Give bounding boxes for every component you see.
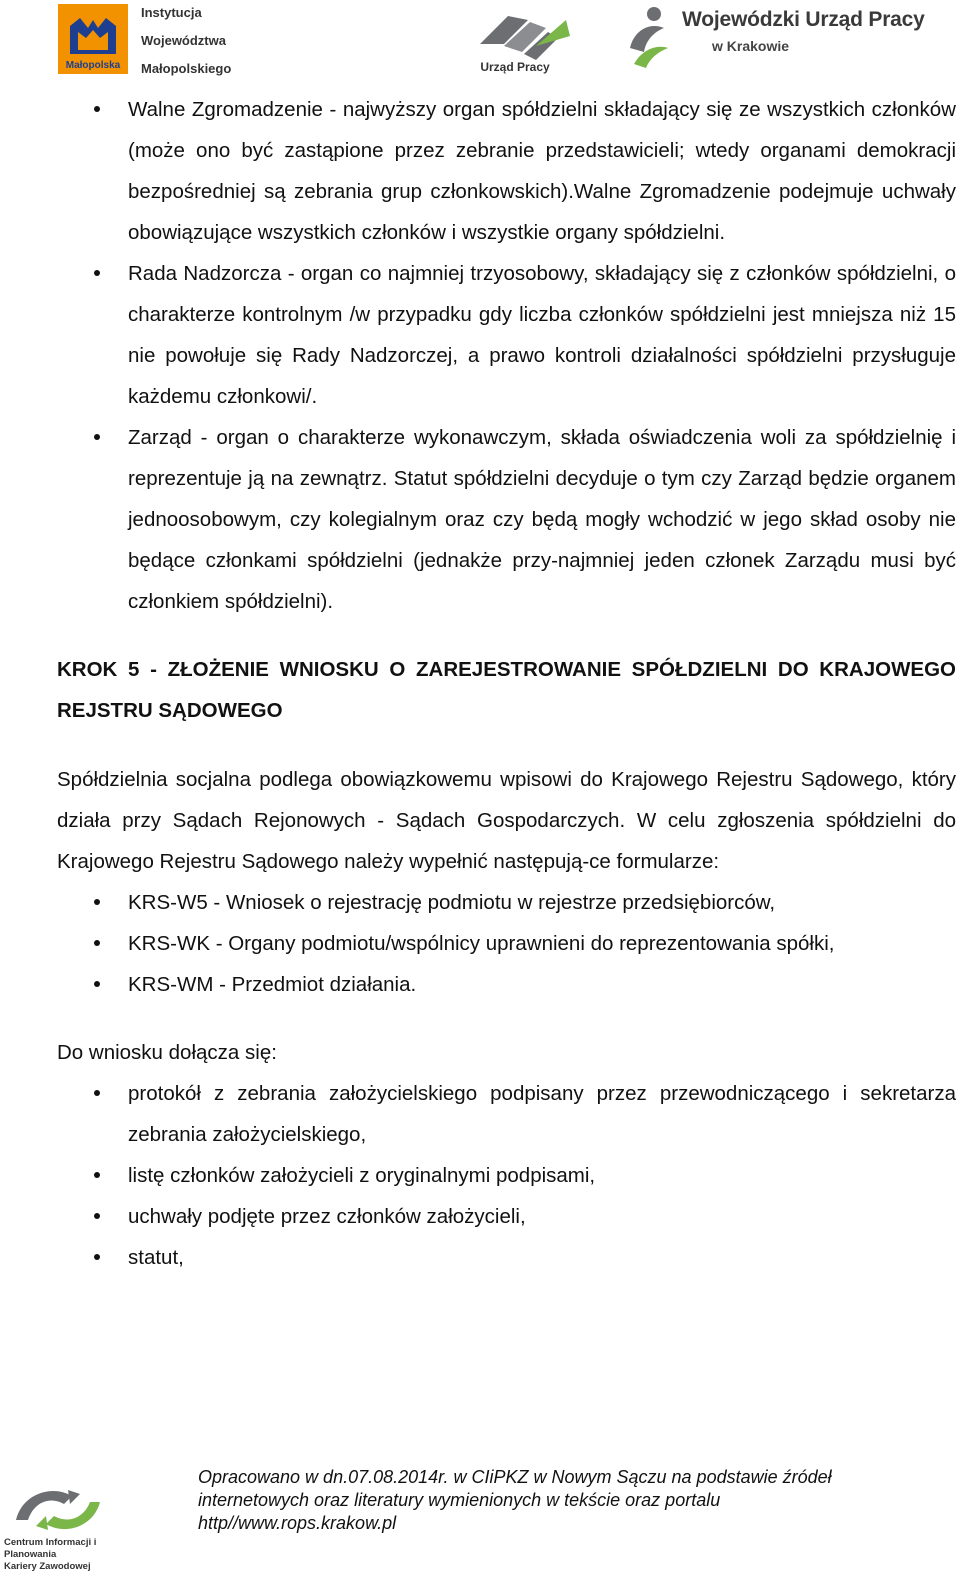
wup-title: Wojewódzki Urząd Pracy: [682, 8, 925, 31]
page-header: [0, 0, 960, 84]
cipkz-caption-line-2: Kariery Zawodowej: [4, 1561, 91, 1572]
wup-subtitle: w Krakowie: [712, 38, 790, 54]
section-heading: KROK 5 - ZŁOŻENIE WNIOSKU O ZAREJESTROWANIE SPÓŁDZIELNI DO KRAJOWEGO REJSTRU SĄDOWEGO: [57, 658, 956, 722]
footer-note-link[interactable]: http//www.rops.krakow.pl: [198, 1513, 397, 1533]
wup-figure-icon: [624, 4, 674, 74]
footer-note-line-2: internetowych oraz literatury wymienionych w tekście oraz portalu: [198, 1490, 721, 1510]
list-item: protokół z zebrania założycielskiego podpisany przez przewodniczącego i sekretarza zebrania założycielskiego,: [57, 1073, 956, 1155]
list-item: KRS-W5 - Wniosek o rejestrację podmiotu w rejestrze przedsiębiorców,: [57, 882, 956, 923]
footer-note: [198, 1466, 918, 1535]
list-item: statut,: [57, 1237, 956, 1278]
list-item: KRS-WK - Organy podmiotu/wspólnicy uprawnieni do reprezentowania spółki,: [57, 923, 956, 964]
svg-text:Małopolska: Małopolska: [65, 60, 121, 71]
malopolska-line-2: Województwa: [141, 33, 226, 48]
list-item: uchwały podjęte przez członków założycieli,: [57, 1196, 956, 1237]
list-item: Rada Nadzorcza - organ co najmniej trzyosobowy, składający się z członków spółdzielni, o charakterze kontrolnym /w przypadku gdy liczba członków spółdzielni jest mniejsza niż 15 nie powołuje się Rady Nadzorczej, a prawo kontroli działalności spółdzielni przysługuje każdemu członkowi/.: [57, 253, 956, 417]
list-item: Walne Zgromadzenie - najwyższy organ spółdzielni składający się ze wszystkich członków (może ono być zastąpione przez zebranie przedstawicieli; wtedy organami demokracji bezpośredniej są zebrania grup członkowskich).Walne Zgromadzenie podejmuje uchwały obowiązujące wszystkich członków i wszystkie organy spółdzielni.: [57, 89, 956, 253]
attachments-list: [57, 1073, 956, 1278]
malopolska-line-1: Instytucja: [141, 5, 202, 20]
attachments-intro: Do wniosku dołącza się:: [57, 1041, 277, 1064]
cipkz-logo-icon: [8, 1480, 108, 1538]
list-item: listę członków założycieli z oryginalnymi podpisami,: [57, 1155, 956, 1196]
document-body: [57, 89, 956, 1278]
list-item: Zarząd - organ o charakterze wykonawczym, składa oświadczenia woli za spółdzielnię i reprezentuje ją na zewnątrz. Statut spółdzielni decyduje o tym czy Zarząd będzie organem jednoosobowym, czy kolegialnym oraz czy będą mogły wchodzić w jego skład osoby nie będące członkami spółdzielni (jednakże przy-najmniej jeden członek Zarządu musi być członkiem spółdzielni).: [57, 417, 956, 622]
cipkz-caption-line-1: Centrum Informacji i Planowania: [4, 1537, 97, 1560]
krs-paragraph: Spółdzielnia socjalna podlega obowiązkowemu wpisowi do Krajowego Rejestru Sądowego, który działa przy Sądach Rejonowych - Sądach Gospodarczych. W celu zgłoszenia spółdzielni do Krajowego Rejestru Sądowego należy wypełnić następują-ce formularze:: [57, 768, 956, 873]
organs-list: [57, 89, 956, 622]
cipkz-logo-caption: [4, 1537, 124, 1573]
malopolska-logo-text: [141, 2, 231, 86]
footer-note-line-1: Opracowano w dn.07.08.2014r. w CIiPKZ w Nowym Sączu na podstawie źródeł: [198, 1467, 832, 1487]
malopolska-logo-icon: [58, 4, 128, 74]
page-footer: [0, 1466, 960, 1572]
malopolska-line-3: Małopolskiego: [141, 61, 232, 76]
list-item: KRS-WM - Przedmiot działania.: [57, 964, 956, 1005]
urzad-pracy-caption: Urząd Pracy: [480, 60, 550, 74]
forms-list: [57, 882, 956, 1005]
